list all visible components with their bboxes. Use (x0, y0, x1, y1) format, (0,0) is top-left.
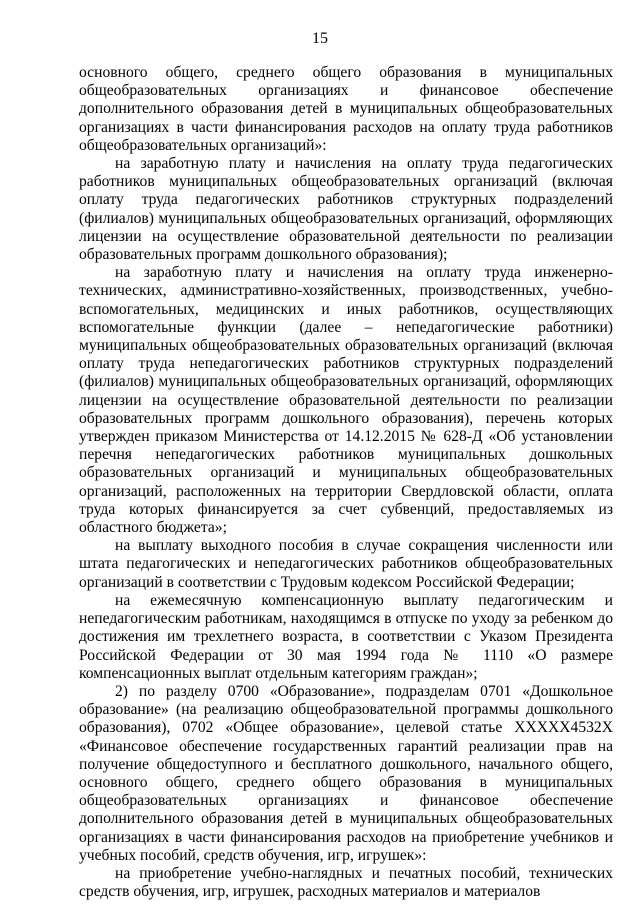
paragraph-severance-pay: на выплату выходного пособия в случае сокращения численности или штата педагогических и непедагогических работников общеобразовательных организаций в соответствии с Трудовым кодексом Российской Федерации; (79, 537, 613, 591)
page-number: 15 (312, 30, 328, 47)
paragraph-monthly-compensation: на ежемесячную компенсационную выплату педагогическим и непедагогическим работникам, находящимся в отпуске по уходу за ребенком до достижения им трехлетнего возраста, в соответствии с Указом Президента Российской Федерации от 30 мая 1994 года № 1110 «О размере компенсационных выплат отдельным категориям граждан»; (79, 591, 613, 682)
paragraph-non-pedagogical-salary: на заработную плату и начисления на оплату труда инженерно-технических, административно-хозяйственных, производственных, учебно-вспомогательных, медицинских и иных работников, осуществляющих вспомогательные функции (далее – непедагогические работники) муниципальных общеобразовательных образовательных организаций (включая оплату труда непедагогических работников структурных подразделений (филиалов) муниципальных общеобразовательных организаций, оформляющих лицензии на осуществление образовательной деятельности по реализации образовательных программ дошкольного образования), перечень которых утвержден приказом Министерства от 14.12.2015 № 628-Д «Об установлении перечня непедагогических работников муниципальных дошкольных образовательных организаций и муниципальных общеобразовательных организаций, расположенных на территории Свердловской области, оплата труда которых финансируется за счет субвенций, предоставляемых из областного бюджета»; (79, 264, 613, 537)
paragraph-continuation: основного общего, среднего общего образования в муниципальных общеобразовательных организациях и финансовое обеспечение дополнительного образования детей в муниципальных общеобразовательных организациях в части финансирования расходов на оплату труда работников общеобразовательных организаций»: (79, 64, 613, 154)
paragraph-section-2: 2) по разделу 0700 «Образование», подразделам 0701 «Дошкольное образование» (на реализацию общеобразовательной программы дошкольного образования), 0702 «Общее образование», целевой статье XXXXX4532X «Финансовое обеспечение государственных гарантий реализации прав на получение общедоступного и бесплатного дошкольного, начального общего, основного общего, среднего общего образования в муниципальных общеобразовательных организациях и финансовое обеспечение дополнительного образования детей в муниципальных общеобразовательных организациях в части финансирования расходов на приобретение учебников и учебных пособий, средств обучения, игр, игрушек»: (79, 682, 613, 864)
document-body (79, 64, 613, 901)
paragraph-pedagogical-salary: на заработную плату и начисления на оплату труда педагогических работников муниципальных общеобразовательных организаций (включая оплату труда педагогических работников структурных подразделений (филиалов) муниципальных общеобразовательных организаций, оформляющих лицензии на осуществление образовательной деятельности по реализации образовательных программ дошкольного образования); (79, 155, 613, 264)
paragraph-teaching-materials: на приобретение учебно-наглядных и печатных пособий, технических средств обучения, игр, игрушек, расходных материалов и материалов (79, 864, 613, 901)
